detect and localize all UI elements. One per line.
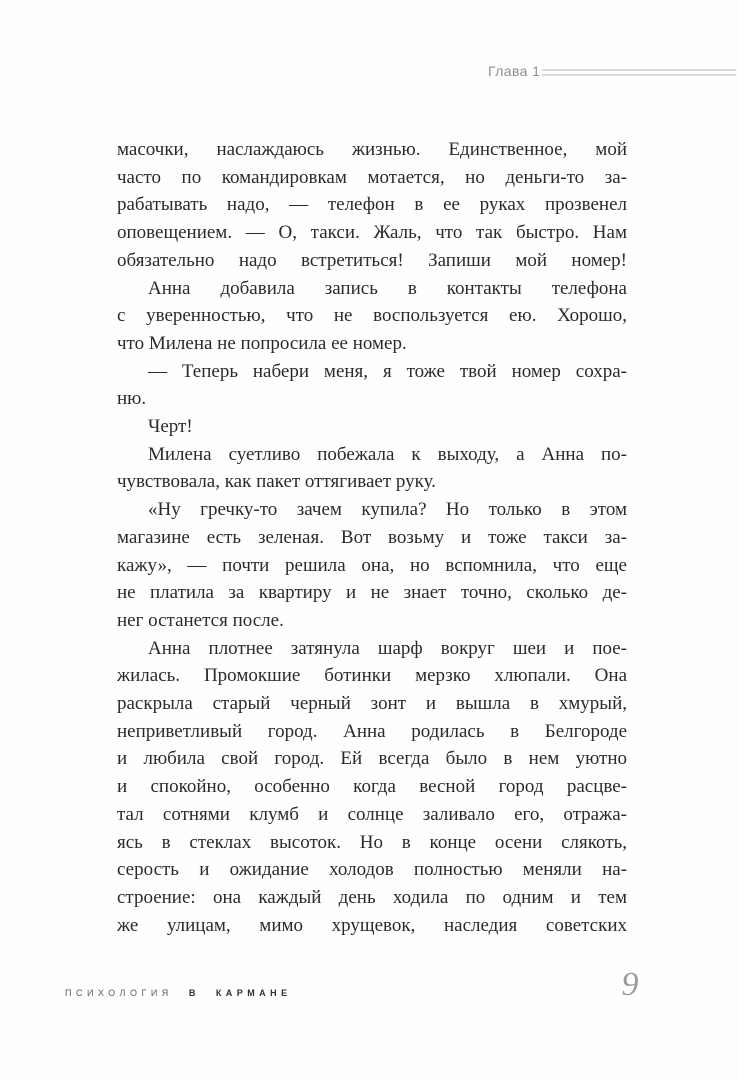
text-line: что Милена не попросила ее номер. xyxy=(117,332,407,354)
text-line: и спокойно, особенно когда весной город расцве- xyxy=(117,776,627,798)
footer-series-title xyxy=(65,988,292,998)
page-number: 9 xyxy=(621,966,639,1003)
text-line: неприветливый город. Анна родилась в Белгороде xyxy=(117,720,627,742)
text-line: не платила за квартиру и не знает точно, сколько де- xyxy=(117,582,627,604)
chapter-heading: Глава 1 xyxy=(488,63,541,79)
text-line: часто по командировкам мотается, но деньги-то за- xyxy=(117,166,627,188)
text-line: же улицам, мимо хрущевок, наследия советских xyxy=(117,914,627,936)
text-line: раскрыла старый черный зонт и вышла в хмурый, xyxy=(117,693,627,715)
text-line: обязательно надо встретиться! Запиши мой номер! xyxy=(117,249,627,271)
footer-series-title-normal: ПСИХОЛОГИЯ xyxy=(65,988,173,998)
header-double-rule xyxy=(542,69,736,79)
text-line: нег останется после. xyxy=(117,609,284,631)
text-line: и любила свой город. Ей всегда было в нем уютно xyxy=(117,748,627,770)
text-line: магазине есть зеленая. Вот возьму и тоже такси за- xyxy=(117,526,627,548)
footer-series-title-bold: В КАРМАНЕ xyxy=(188,988,292,998)
text-line: Анна добавила запись в контакты телефона xyxy=(148,277,627,299)
text-line: — Теперь набери меня, я тоже твой номер сохра- xyxy=(148,360,627,382)
text-line: Милена суетливо побежала к выходу, а Анна по- xyxy=(148,443,627,465)
text-line: масочки, наслаждаюсь жизнью. Единственное, мой xyxy=(117,139,627,160)
text-line: чувствовала, как пакет оттягивает руку. xyxy=(117,471,436,493)
text-line: Черт! xyxy=(148,416,193,438)
text-line: серость и ожидание холодов полностью меняли на- xyxy=(117,859,627,881)
text-line: Анна плотнее затянула шарф вокруг шеи и пое- xyxy=(148,637,627,659)
header-rule-top xyxy=(542,69,736,71)
text-line: оповещением. — О, такси. Жаль, что так быстро. Нам xyxy=(117,222,627,244)
text-line: жилась. Промокшие ботинки мерзко хлюпали. Она xyxy=(117,665,627,687)
text-block xyxy=(117,136,627,939)
text-line: кажу», — почти решила она, но вспомнила, что еще xyxy=(117,554,627,576)
text-line: тал сотнями клумб и солнце заливало его, отража- xyxy=(117,803,627,825)
text-line: «Ну гречку-то зачем купила? Но только в этом xyxy=(148,499,627,521)
text-line: рабатывать надо, — телефон в ее руках прозвенел xyxy=(117,194,627,216)
text-line: ясь в стеклах высоток. Но в конце осени слякоть, xyxy=(117,831,627,853)
text-line: ню. xyxy=(117,388,147,410)
text-line: с уверенностью, что не воспользуется ею. Хорошо, xyxy=(117,305,627,327)
text-line: строение: она каждый день ходила по одним и тем xyxy=(117,886,627,908)
header-rule-bottom xyxy=(542,74,736,76)
